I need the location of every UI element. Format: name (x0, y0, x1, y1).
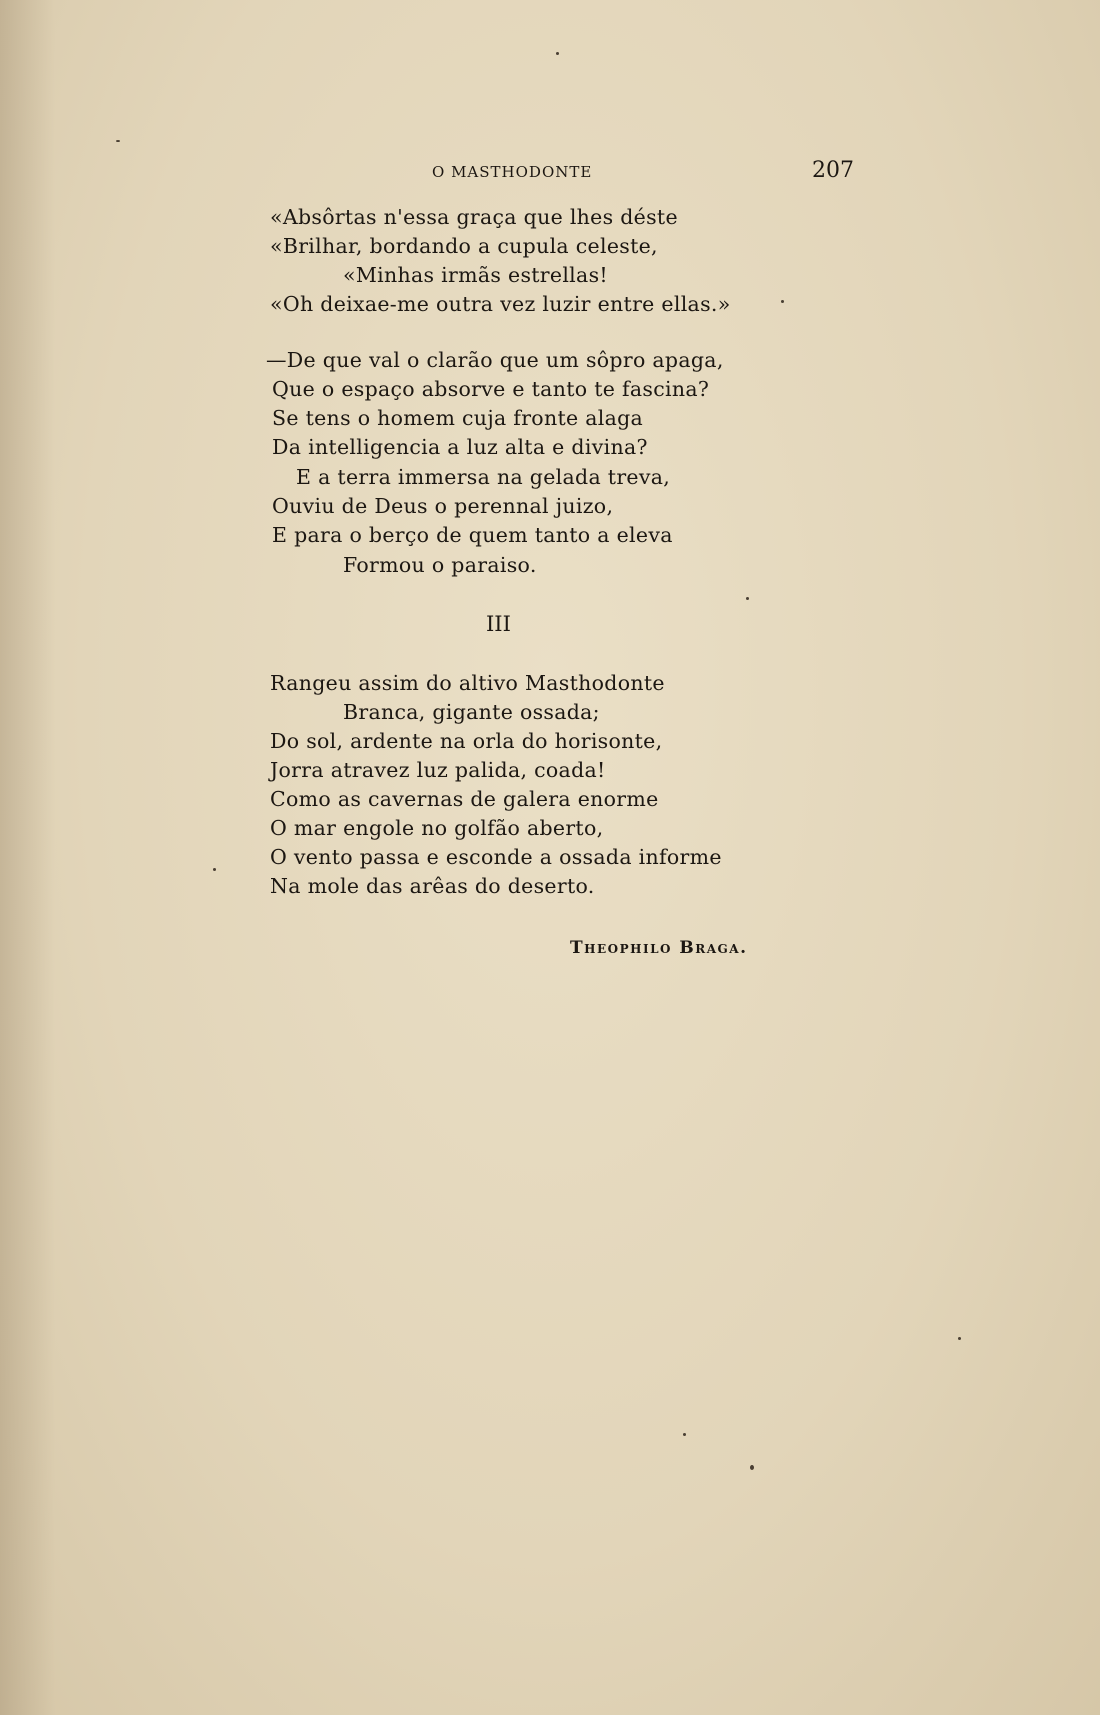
poem-line: E para o berço de quem tanto a eleva (272, 523, 673, 547)
poem-line: Rangeu assim do altivo Masthodonte (270, 671, 665, 695)
paper-speck (781, 300, 784, 303)
poem-line: Formou o paraiso. (343, 553, 537, 577)
poem-line: Ouviu de Deus o perennal juizo, (272, 494, 614, 518)
poem-line: «Minhas irmãs estrellas! (343, 263, 608, 287)
poem-line: E a terra immersa na gelada treva, (296, 465, 671, 489)
poem-line: Branca, gigante ossada; (343, 700, 600, 724)
poem-line: Que o espaço absorve e tanto te fascina? (272, 377, 710, 401)
poem-line: «Brilhar, bordando a cupula celeste, (270, 234, 658, 258)
paper-speck (556, 52, 559, 55)
paper-speck (683, 1433, 686, 1436)
poem-line: Jorra atravez luz palida, coada! (270, 758, 606, 782)
poem-line: Na mole das arêas do deserto. (270, 874, 595, 898)
paper-speck (213, 868, 216, 871)
page-number: 207 (812, 158, 854, 183)
poem-line: Como as cavernas de galera enorme (270, 787, 659, 811)
poem-line: O mar engole no golfão aberto, (270, 816, 604, 840)
poem-line: Se tens o homem cuja fronte alaga (272, 406, 644, 430)
page-gutter-shadow (0, 0, 55, 1715)
poem-line: O vento passa e esconde a ossada informe (270, 845, 722, 869)
section-number: III (486, 612, 511, 636)
author-signature: Theophilo Braga. (570, 938, 748, 958)
paper-speck (750, 1465, 754, 1470)
poem-line: Da intelligencia a luz alta e divina? (272, 435, 648, 459)
paper-speck (958, 1337, 961, 1340)
poem-line: «Oh deixae-me outra vez luzir entre ellas.» (270, 292, 731, 316)
paper-speck (116, 140, 120, 142)
poem-line: —De que val o clarão que um sôpro apaga, (266, 348, 724, 372)
running-title: O MASTHODONTE (432, 163, 593, 181)
poem-line: «Absôrtas n'essa graça que lhes déste (270, 205, 678, 229)
poem-line: Do sol, ardente na orla do horisonte, (270, 729, 663, 753)
paper-speck (746, 597, 749, 600)
